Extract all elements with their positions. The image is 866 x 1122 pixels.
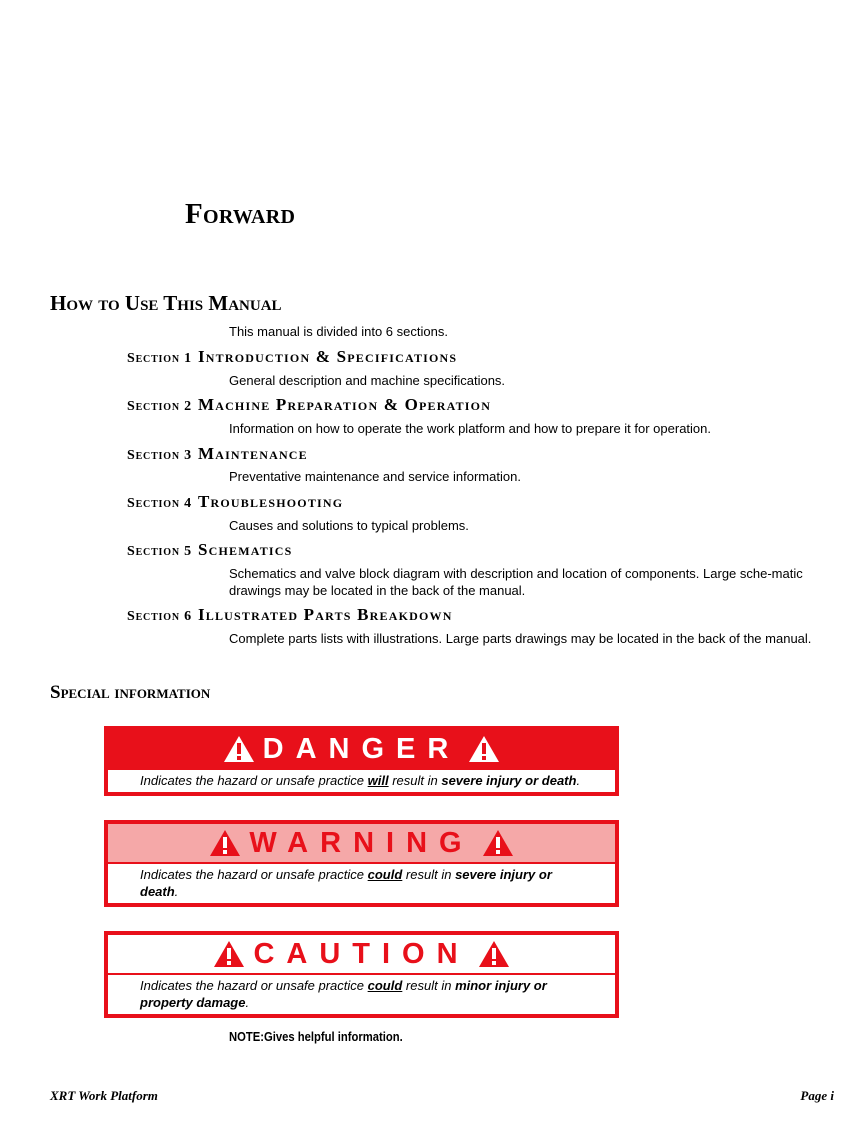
- how-to-use-heading: How to Use This Manual: [50, 291, 282, 315]
- section-name: Machine Preparation & Operation: [197, 395, 492, 414]
- danger-text: Indicates the hazard or unsafe practice will result in severe injury or death.: [108, 770, 615, 792]
- warning-label: WARNING: [249, 826, 474, 859]
- warning-triangle-icon: [223, 735, 255, 763]
- warning-triangle-icon: [213, 940, 245, 968]
- emphasis-word: could: [367, 867, 403, 882]
- special-information-heading: Special information: [50, 682, 211, 703]
- section-number: Section 2: [127, 399, 192, 414]
- section-2-description: Information on how to operate the work platform and how to prepare it for operation.: [229, 421, 711, 436]
- emphasis-word: will: [367, 773, 389, 788]
- warning-header: [108, 824, 615, 862]
- section-6-heading: [127, 605, 453, 625]
- manual-intro: This manual is divided into 6 sections.: [229, 324, 448, 339]
- caution-header: [108, 935, 615, 973]
- caution-text: Indicates the hazard or unsafe practice could result in minor injury or property damage.: [108, 975, 615, 1014]
- section-3-description: Preventative maintenance and service information.: [229, 469, 521, 484]
- danger-notice: [104, 726, 619, 796]
- warning-triangle-icon: [478, 940, 510, 968]
- section-number: Section 1: [127, 351, 192, 366]
- warning-notice: [104, 820, 619, 907]
- section-name: Illustrated Parts Breakdown: [197, 605, 453, 624]
- danger-label: DANGER: [262, 732, 461, 765]
- footer-document-title: XRT Work Platform: [50, 1088, 158, 1103]
- warning-triangle-icon: [482, 829, 514, 857]
- section-number: Section 4: [127, 496, 192, 511]
- section-number: Section 5: [127, 544, 192, 559]
- section-name: Troubleshooting: [197, 492, 344, 511]
- footer-page-number: Page i: [800, 1088, 834, 1103]
- note-text: NOTE:Gives helpful information.: [229, 1030, 403, 1044]
- warning-text: Indicates the hazard or unsafe practice could result in severe injury or death.: [108, 864, 615, 903]
- warning-triangle-icon: [468, 735, 500, 763]
- section-name: Schematics: [197, 540, 293, 559]
- section-1-description: General description and machine specifications.: [229, 373, 506, 388]
- section-name: Maintenance: [197, 444, 308, 463]
- caution-notice: [104, 931, 619, 1018]
- section-number: Section 6: [127, 609, 192, 624]
- section-1-heading: [127, 347, 457, 367]
- section-3-heading: [127, 444, 308, 464]
- emphasis-word: could: [367, 978, 403, 993]
- section-4-description: Causes and solutions to typical problems.: [229, 518, 469, 533]
- section-4-heading: [127, 492, 343, 512]
- caution-label: CAUTION: [253, 937, 470, 970]
- danger-header: [108, 730, 615, 768]
- page-title: Forward: [185, 198, 296, 230]
- warning-triangle-icon: [209, 829, 241, 857]
- section-5-description: Schematics and valve block diagram with description and location of components. Large sche-matic drawings may be located in the back of the manual.: [229, 566, 803, 598]
- section-6-description: Complete parts lists with illustrations. Large parts drawings may be located in the back of the manual.: [229, 631, 812, 646]
- section-number: Section 3: [127, 448, 192, 463]
- section-2-heading: [127, 395, 491, 415]
- section-5-heading: [127, 540, 293, 560]
- section-name: Introduction & Specifications: [197, 347, 458, 366]
